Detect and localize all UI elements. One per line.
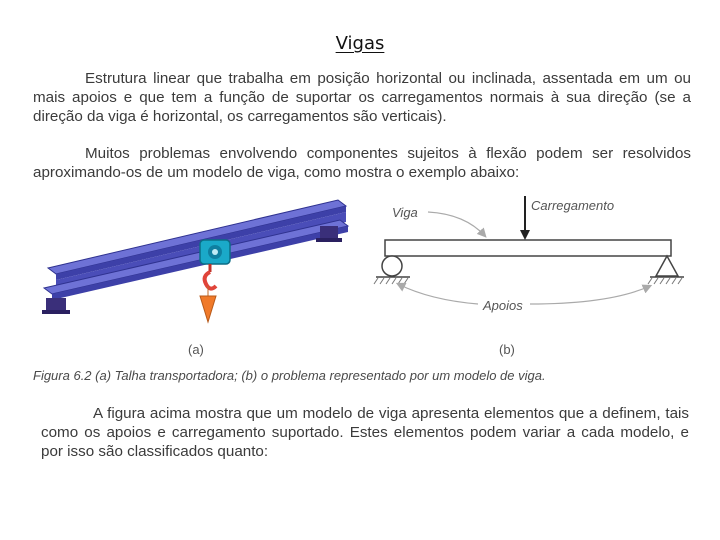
hook bbox=[205, 264, 216, 289]
right-support bbox=[316, 226, 342, 242]
pin-support bbox=[648, 256, 684, 284]
load-arrow-model bbox=[520, 196, 530, 240]
left-support bbox=[42, 298, 70, 314]
carregamento-label: Carregamento bbox=[531, 198, 615, 213]
figure-label-a: (a) bbox=[188, 342, 204, 357]
apoios-arrow-left bbox=[398, 284, 478, 304]
paragraph-problems: Muitos problemas envolvendo componentes sujeitos à flexão podem ser resolvidos aproximando-os de um modelo de viga, como mostra o exemplo abaixo: bbox=[33, 145, 691, 181]
slide-title: Vigas bbox=[335, 33, 385, 54]
figure-label-b: (b) bbox=[499, 342, 515, 357]
viga-pointer-arrow bbox=[428, 212, 485, 236]
figure-caption: Figura 6.2 (a) Talha transportadora; (b) o problema representado por um modelo de viga. bbox=[33, 368, 546, 383]
beam-model bbox=[385, 240, 671, 256]
roller-support bbox=[374, 256, 410, 284]
viga-label: Viga bbox=[392, 205, 418, 220]
i-beam bbox=[44, 200, 348, 300]
load-arrow bbox=[200, 286, 216, 322]
hoist-trolley bbox=[200, 240, 230, 264]
apoios-label: Apoios bbox=[483, 298, 523, 313]
paragraph-definition: Estrutura linear que trabalha em posição horizontal ou inclinada, assentada em um ou mais apoios e que tem a função de suportar os carregamentos normais à sua direção (se a direção da viga é horizontal, os carregamentos são verticais). bbox=[33, 70, 691, 125]
apoios-arrow-right bbox=[530, 286, 650, 304]
paragraph-elements: A figura acima mostra que um modelo de viga apresenta elementos que a definem, tais como os apoios e carregamento suportado. Estes elementos podem variar a cada modelo, e por isso são classificados quanto: bbox=[41, 405, 689, 460]
